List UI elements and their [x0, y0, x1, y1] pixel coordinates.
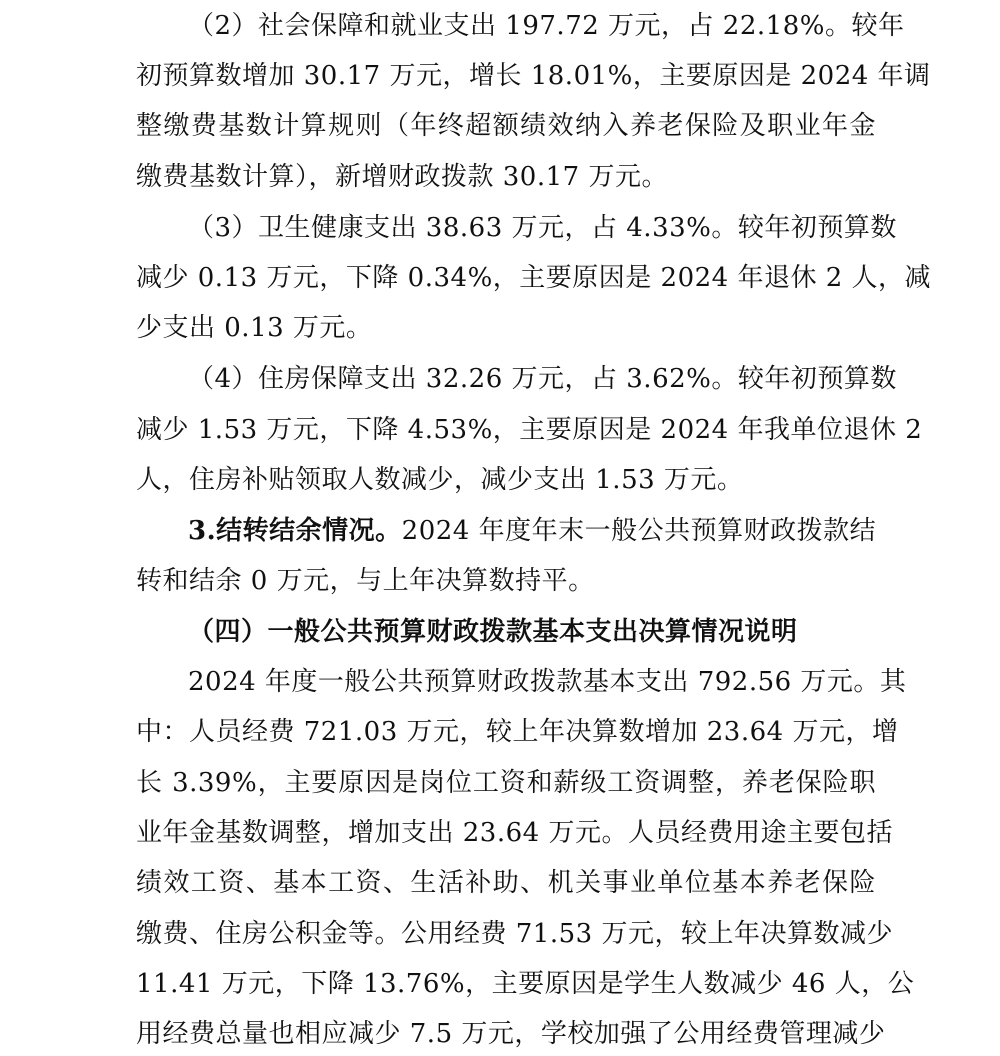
- paragraph-housing-line-1: （4）住房保障支出 32.26 万元，占 3.62%。较年初预算数: [188, 364, 897, 394]
- paragraph-basic-expenditure-line-6: 缴费、住房公积金等。公用经费 71.53 万元，较上年决算数减少: [136, 919, 893, 949]
- paragraph-basic-expenditure-line-5: 绩效工资、基本工资、生活补助、机关事业单位基本养老保险: [136, 868, 876, 898]
- paragraph-health-line-2: 减少 0.13 万元，下降 0.34%，主要原因是 2024 年退休 2 人，减: [136, 263, 932, 293]
- paragraph-health-line-1: （3）卫生健康支出 38.63 万元，占 4.33%。较年初预算数: [188, 213, 897, 243]
- paragraph-carryover-text: 2024 年度年末一般公共预算财政拨款结: [401, 516, 877, 546]
- paragraph-social-security-line-1: （2）社会保障和就业支出 197.72 万元，占 22.18%。较年: [188, 11, 905, 41]
- paragraph-basic-expenditure-line-2: 中：人员经费 721.03 万元，较上年决算数增加 23.64 万元，增: [136, 717, 899, 747]
- paragraph-housing-line-3: 人，住房补贴领取人数减少，减少支出 1.53 万元。: [136, 465, 744, 495]
- paragraph-carryover-line-1: [188, 511, 876, 551]
- paragraph-health-line-3: 少支出 0.13 万元。: [136, 313, 373, 343]
- paragraph-carryover-line-2: 转和结余 0 万元，与上年决算数持平。: [136, 566, 595, 596]
- paragraph-basic-expenditure-line-7: 11.41 万元，下降 13.76%，主要原因是学生人数减少 46 人，公: [136, 969, 915, 999]
- paragraph-basic-expenditure-line-1: 2024 年度一般公共预算财政拨款基本支出 792.56 万元。其: [188, 667, 907, 697]
- paragraph-basic-expenditure-line-8: 用经费总量也相应减少 7.5 万元，学校加强了公用经费管理减少: [136, 1019, 886, 1049]
- paragraph-housing-line-2: 减少 1.53 万元，下降 4.53%，主要原因是 2024 年我单位退休 2: [136, 415, 923, 445]
- paragraph-basic-expenditure-line-4: 业年金基数调整，增加支出 23.64 万元。人员经费用途主要包括: [136, 818, 893, 848]
- section-heading-basic-expenditure: （四）一般公共预算财政拨款基本支出决算情况说明: [188, 617, 798, 647]
- paragraph-social-security-line-2: 初预算数增加 30.17 万元，增长 18.01%，主要原因是 2024 年调: [136, 61, 931, 91]
- paragraph-social-security-line-4: 缴费基数计算），新增财政拨款 30.17 万元。: [136, 162, 668, 192]
- paragraph-social-security-line-3: 整缴费基数计算规则（年终超额绩效纳入养老保险及职业年金: [136, 111, 876, 141]
- paragraph-basic-expenditure-line-3: 长 3.39%，主要原因是岗位工资和薪级工资调整，养老保险职: [136, 768, 876, 798]
- section-heading-carryover: 3.结转结余情况。: [188, 516, 402, 546]
